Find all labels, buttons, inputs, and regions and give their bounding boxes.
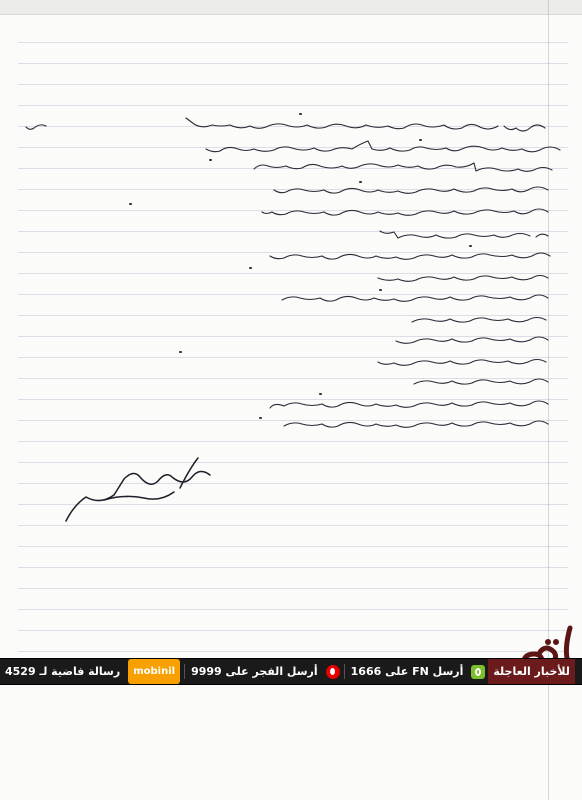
news-ticker	[0, 658, 582, 685]
vodafone-icon	[326, 665, 340, 679]
ticker-separator	[184, 664, 185, 679]
breaking-news-label: للأخبار العاجلة	[488, 659, 575, 684]
etisalat-icon	[471, 665, 485, 679]
mobinil-text: رسالة فاضية لـ 4529	[5, 665, 121, 678]
signature	[66, 458, 210, 521]
etisalat-text: أرسل FN على 1666	[350, 665, 464, 678]
vodafone-text: أرسل الفجر على 9999	[191, 665, 318, 678]
mobinil-badge: mobinil	[128, 659, 180, 684]
ticker-separator	[344, 664, 345, 679]
